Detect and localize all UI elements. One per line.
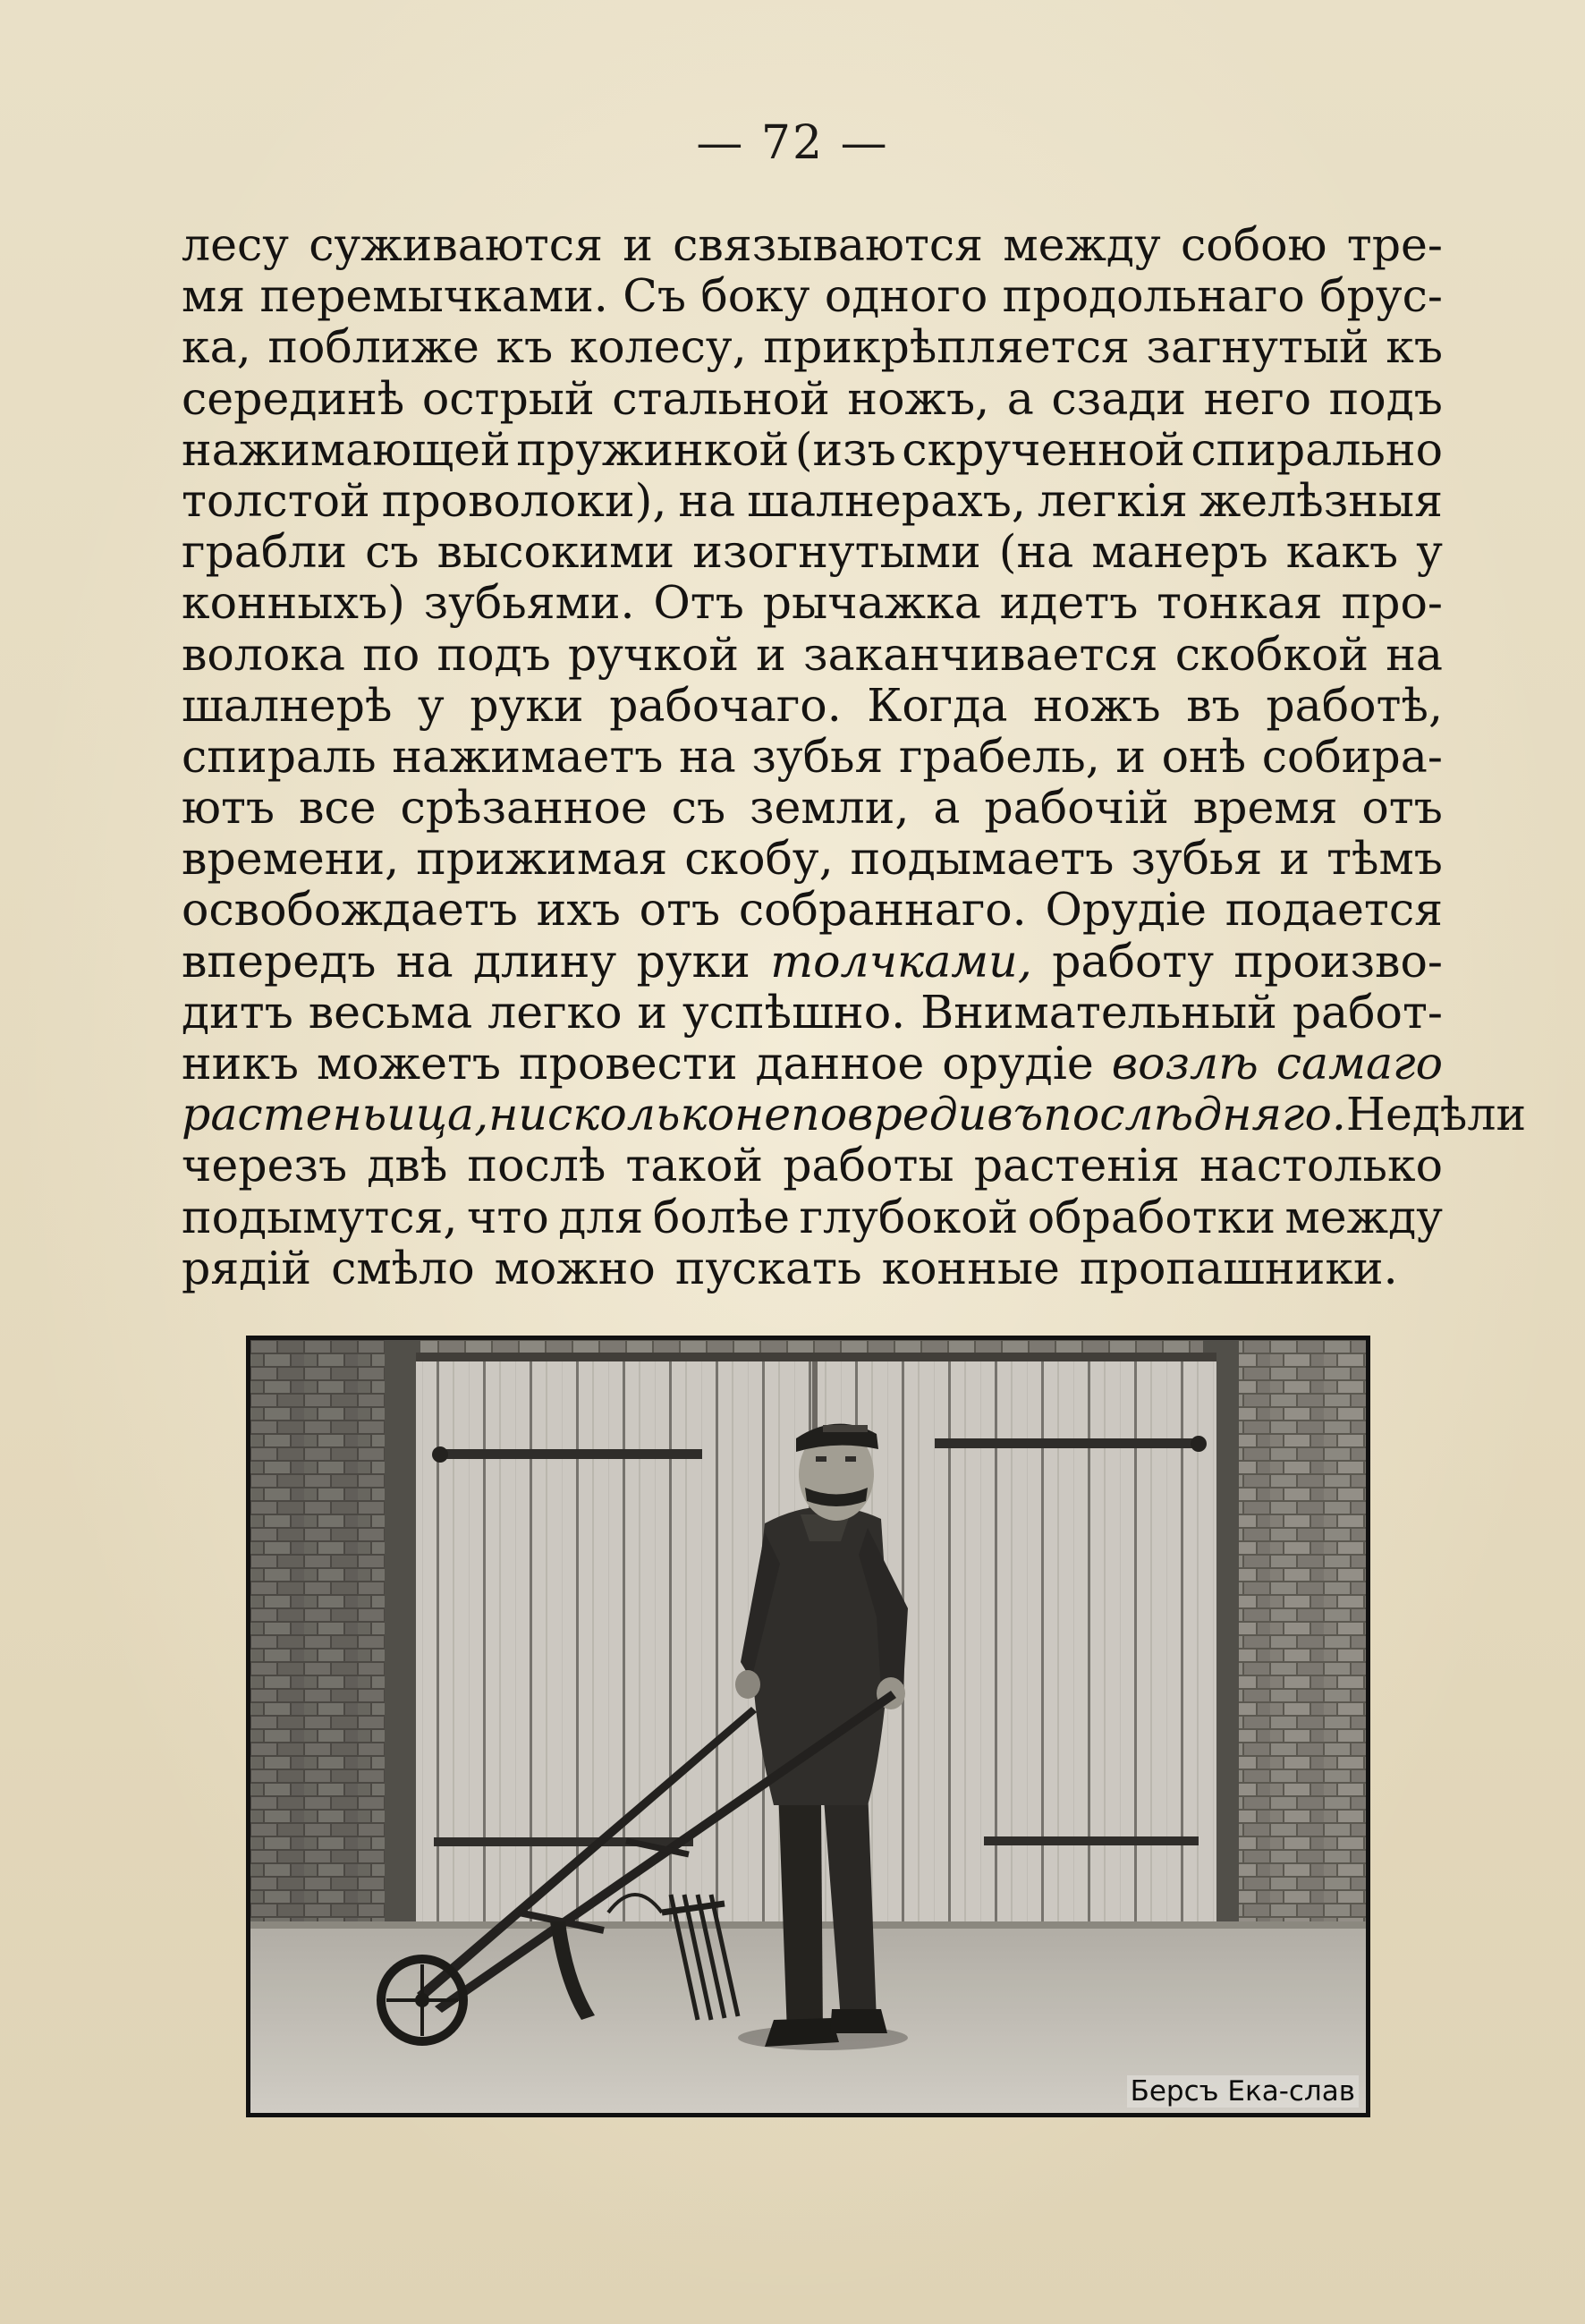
word: работ- bbox=[1292, 985, 1443, 1039]
word: ютъ bbox=[182, 781, 275, 835]
word: длину bbox=[472, 934, 617, 988]
word: скобкой bbox=[1174, 627, 1369, 681]
word: стальной bbox=[612, 371, 830, 425]
word: высокими bbox=[437, 525, 675, 579]
word: срѣзанное bbox=[400, 781, 648, 835]
text-line bbox=[182, 321, 1443, 372]
word: поближе bbox=[267, 320, 479, 374]
text-line bbox=[182, 1140, 1443, 1191]
word: не bbox=[734, 1088, 792, 1141]
word: послѣдняго. bbox=[1043, 1088, 1346, 1141]
word: въ bbox=[1186, 678, 1241, 732]
word: растеньица, bbox=[182, 1088, 489, 1141]
word: ножъ, bbox=[847, 371, 990, 425]
word: отъ bbox=[1361, 781, 1443, 835]
word: (на bbox=[998, 525, 1074, 579]
text-line bbox=[182, 424, 1443, 475]
word: идетъ bbox=[999, 576, 1139, 630]
word: а bbox=[933, 781, 961, 835]
word: перемычками. bbox=[259, 269, 608, 323]
word: продольнаго bbox=[1002, 269, 1305, 323]
word: и bbox=[1115, 729, 1147, 783]
text-line bbox=[182, 1038, 1443, 1089]
word: прижимая bbox=[416, 832, 668, 886]
word: орудіе bbox=[942, 1037, 1094, 1090]
word: Внимательный bbox=[920, 985, 1277, 1039]
word: можно bbox=[494, 1241, 656, 1294]
word: собира- bbox=[1261, 729, 1443, 783]
word: рабочій bbox=[984, 781, 1169, 835]
word: земли, bbox=[749, 781, 910, 835]
word: подымутся, bbox=[182, 1190, 458, 1243]
word: скобу, bbox=[684, 832, 834, 886]
text-line bbox=[182, 884, 1443, 935]
word: къ bbox=[1386, 320, 1443, 374]
word: спирально bbox=[1191, 422, 1443, 476]
word: заканчивается bbox=[803, 627, 1158, 681]
word: Орудіе bbox=[1045, 883, 1208, 937]
word: отъ bbox=[639, 883, 721, 937]
word: на bbox=[679, 729, 736, 783]
word: него bbox=[1203, 371, 1312, 425]
word: мя bbox=[182, 269, 246, 323]
word: грабель, bbox=[898, 729, 1100, 783]
word: возлѣ bbox=[1111, 1037, 1259, 1090]
word: рядій bbox=[182, 1241, 312, 1294]
word: у bbox=[1416, 525, 1443, 579]
word: работѣ, bbox=[1266, 678, 1443, 732]
word: одного bbox=[824, 269, 988, 323]
word: шалнерѣ bbox=[182, 678, 393, 732]
text-line bbox=[182, 577, 1443, 628]
word: рычажка bbox=[762, 576, 981, 630]
text-line bbox=[182, 475, 1443, 526]
illustration-photo bbox=[246, 1336, 1370, 2117]
word: боку bbox=[700, 269, 810, 323]
word: можетъ bbox=[316, 1037, 502, 1090]
word: Когда bbox=[867, 678, 1008, 732]
word: суживаются bbox=[309, 218, 603, 271]
word: собраннаго. bbox=[738, 883, 1027, 937]
word: дитъ bbox=[182, 985, 293, 1039]
word: настолько bbox=[1199, 1139, 1443, 1192]
word: никъ bbox=[182, 1037, 300, 1090]
word: болѣе bbox=[652, 1190, 791, 1243]
word: для bbox=[558, 1190, 644, 1243]
word: ножъ bbox=[1033, 678, 1161, 732]
word: онѣ bbox=[1161, 729, 1247, 783]
word: зубья bbox=[1131, 832, 1263, 886]
word: подается bbox=[1225, 883, 1443, 937]
word: (изъ bbox=[794, 422, 896, 476]
word: черезъ bbox=[182, 1139, 348, 1192]
word: подъ bbox=[437, 627, 551, 681]
word: между bbox=[1284, 1190, 1443, 1243]
word: легкія bbox=[1037, 473, 1188, 527]
text-line bbox=[182, 1088, 1527, 1141]
word: подымаетъ bbox=[850, 832, 1115, 886]
word: съ bbox=[365, 525, 420, 579]
word: острый bbox=[421, 371, 595, 425]
word: такой bbox=[625, 1139, 764, 1192]
word: между bbox=[1003, 218, 1161, 271]
photo-man-with-hand-cultivator bbox=[250, 1340, 1366, 2113]
word: смѣло bbox=[331, 1241, 475, 1294]
word: нажимаетъ bbox=[392, 729, 664, 783]
word: ручкой bbox=[567, 627, 739, 681]
text-line bbox=[182, 270, 1443, 321]
word: зубья bbox=[751, 729, 884, 783]
word: ка, bbox=[182, 320, 251, 374]
word: ихъ bbox=[536, 883, 621, 937]
word: пружинкой bbox=[516, 422, 790, 476]
word: связываются bbox=[673, 218, 984, 271]
word: руки bbox=[636, 934, 750, 988]
word: волока bbox=[182, 627, 345, 681]
word: и bbox=[1279, 832, 1310, 886]
word: тре- bbox=[1346, 218, 1443, 271]
word: конные bbox=[881, 1241, 1060, 1294]
word: двѣ bbox=[367, 1139, 448, 1192]
word: манеръ bbox=[1091, 525, 1268, 579]
word: и bbox=[623, 218, 653, 271]
text-line bbox=[182, 782, 1443, 833]
word: какъ bbox=[1285, 525, 1399, 579]
word: на bbox=[678, 473, 736, 527]
word: освобождаетъ bbox=[182, 883, 518, 937]
word: рабочаго. bbox=[609, 678, 842, 732]
word: самаго bbox=[1276, 1037, 1443, 1090]
text-line bbox=[182, 936, 1443, 987]
word: весьма bbox=[308, 985, 473, 1039]
word: по bbox=[362, 627, 420, 681]
text-line bbox=[182, 1243, 1443, 1293]
word: загнутый bbox=[1146, 320, 1369, 374]
text-line bbox=[182, 680, 1443, 731]
word: проволоки), bbox=[381, 473, 667, 527]
word: растенія bbox=[973, 1139, 1180, 1192]
word: къ bbox=[496, 320, 554, 374]
word: лесу bbox=[182, 218, 289, 271]
word: нажимающей bbox=[182, 422, 511, 476]
word: нисколько bbox=[488, 1088, 735, 1141]
word: про- bbox=[1341, 576, 1443, 630]
word: работу bbox=[1052, 934, 1215, 988]
word: что bbox=[467, 1190, 549, 1243]
word: скрученной bbox=[902, 422, 1185, 476]
word: спираль bbox=[182, 729, 377, 783]
word: времени, bbox=[182, 832, 400, 886]
word: желѣзныя bbox=[1199, 473, 1443, 527]
word: конныхъ) bbox=[182, 576, 405, 630]
word: успѣшно. bbox=[682, 985, 906, 1039]
word: пропашники. bbox=[1079, 1241, 1398, 1294]
word: Съ bbox=[623, 269, 686, 323]
word: послѣ bbox=[467, 1139, 606, 1192]
word: время bbox=[1192, 781, 1338, 835]
word: данное bbox=[755, 1037, 925, 1090]
word: пускать bbox=[674, 1241, 862, 1294]
word: толчками, bbox=[770, 934, 1032, 988]
word: брус- bbox=[1319, 269, 1443, 323]
text-line bbox=[182, 219, 1443, 270]
text-line bbox=[182, 731, 1443, 782]
word: зубьями. bbox=[423, 576, 635, 630]
word: повредивъ bbox=[791, 1088, 1044, 1141]
word: произво- bbox=[1233, 934, 1443, 988]
word: сзади bbox=[1051, 371, 1187, 425]
word: провести bbox=[518, 1037, 738, 1090]
word: Недѣли bbox=[1345, 1088, 1527, 1141]
word: впередъ bbox=[182, 934, 377, 988]
word: на bbox=[1386, 627, 1443, 681]
word: колесу, bbox=[569, 320, 747, 374]
word: съ bbox=[671, 781, 726, 835]
word: обработки bbox=[1027, 1190, 1276, 1243]
word: и bbox=[637, 985, 668, 1039]
text-line bbox=[182, 373, 1443, 424]
word: Отъ bbox=[653, 576, 744, 630]
text-line bbox=[182, 987, 1443, 1038]
page-number: — 72 — bbox=[696, 116, 889, 170]
word: все bbox=[298, 781, 377, 835]
word: и bbox=[756, 627, 786, 681]
word: тѣмъ bbox=[1326, 832, 1443, 886]
word: грабли bbox=[182, 525, 348, 579]
word: серединѣ bbox=[182, 371, 405, 425]
word: прикрѣпляется bbox=[763, 320, 1130, 374]
word: шалнерахъ, bbox=[747, 473, 1026, 527]
text-line bbox=[182, 629, 1443, 680]
word: у bbox=[418, 678, 445, 732]
word: подъ bbox=[1328, 371, 1443, 425]
word: изогнутыми bbox=[692, 525, 981, 579]
word: руки bbox=[470, 678, 584, 732]
word: собою bbox=[1181, 218, 1327, 271]
word: на bbox=[395, 934, 453, 988]
word: работы bbox=[783, 1139, 954, 1192]
word: толстой bbox=[182, 473, 370, 527]
text-line bbox=[182, 833, 1443, 884]
word: легко bbox=[487, 985, 623, 1039]
body-text bbox=[182, 218, 1527, 1294]
word: глубокой bbox=[799, 1190, 1019, 1243]
text-line bbox=[182, 526, 1443, 577]
word: тонкая bbox=[1157, 576, 1323, 630]
word: а bbox=[1006, 371, 1034, 425]
photo-credit: Берсъ Ека-слав bbox=[1127, 2075, 1359, 2108]
text-line bbox=[182, 1192, 1443, 1243]
